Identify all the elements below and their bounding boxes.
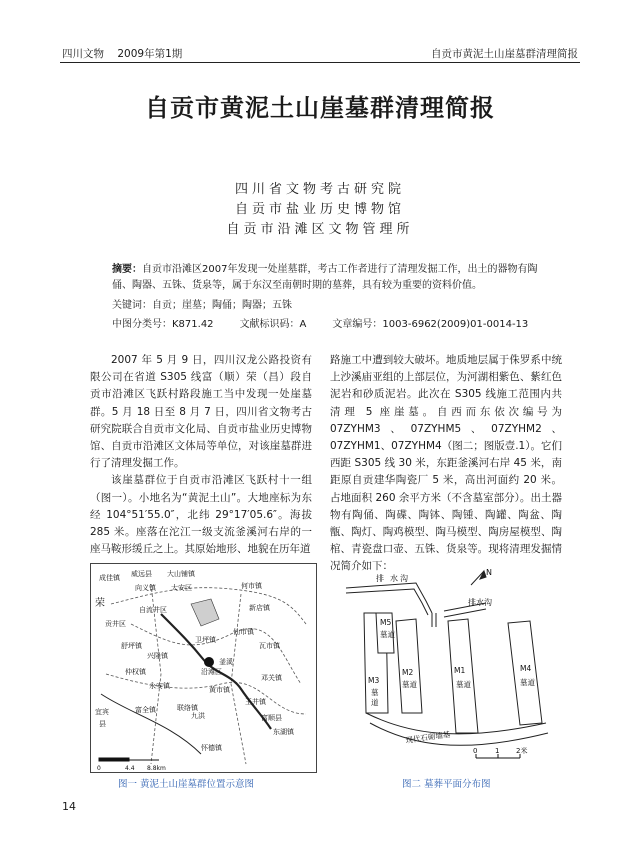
author-2: 自贡市盐业历史博物馆 xyxy=(234,202,405,217)
scale-label: 0 xyxy=(97,765,101,772)
map-label: 何市镇 xyxy=(241,582,262,590)
map-label: 仙市镇 xyxy=(233,628,254,636)
map-label: 成佳镇 xyxy=(99,574,120,582)
map-label: 九洪 xyxy=(191,712,205,720)
abstract-label: 摘要： xyxy=(112,264,142,275)
scale-label: 8.8km xyxy=(147,765,166,772)
scale-label: 2米 xyxy=(516,747,528,755)
abstract-text: 自贡市沿滩区2007年发现一处崖墓群，考古工作者进行了清理发掘工作，出土的器物有陶俑、陶器、五铢、货泉等，属于东汉至南朝时期的墓葬，具有较为重要的资料价值。 xyxy=(112,264,538,291)
plan-label: 水 xyxy=(390,574,398,583)
class-number: 中图分类号：K871.42 xyxy=(112,319,214,330)
map-label: 舒坪镇 xyxy=(121,642,142,650)
map-label: 荣 xyxy=(95,598,105,609)
plan-label: 排 xyxy=(376,574,384,583)
map-label: 卫坪镇 xyxy=(195,636,216,644)
map-label: 兴隆镇 xyxy=(147,652,168,660)
page-number: 14 xyxy=(62,800,76,813)
location-map-svg xyxy=(91,564,316,772)
map-label: 宜宾 xyxy=(95,708,109,716)
map-label: 自流井区 xyxy=(139,606,167,614)
article-number: 文章编号：1003-6962(2009)01-0014-13 xyxy=(332,319,529,330)
tomb-m2 xyxy=(396,619,422,713)
classification-line xyxy=(112,315,552,330)
body-column-left xyxy=(90,352,312,558)
figure-1-caption: 图一 黄泥土山崖墓群位置示意图 xyxy=(118,779,255,790)
keywords-label: 关键词： xyxy=(112,300,152,311)
map-label: 新店镇 xyxy=(249,604,270,612)
scale-label: 0 xyxy=(473,747,478,755)
scale-label: 1 xyxy=(495,747,500,755)
abstract xyxy=(112,262,546,294)
plan-label: M2 xyxy=(402,668,414,677)
map-label: 向义镇 xyxy=(135,584,156,592)
document-code: 文献标识码：A xyxy=(239,319,307,330)
article-title: 自贡市黄泥土山崖墓群清理简报 xyxy=(145,94,495,122)
plan-label: 现代石砌墙基 xyxy=(405,729,451,745)
map-label: 邓关镇 xyxy=(261,674,282,682)
body-column-right xyxy=(330,352,562,576)
map-label: 富全镇 xyxy=(135,706,156,714)
map-label: 怀德镇 xyxy=(201,744,222,752)
map-label: 仲权镇 xyxy=(125,668,146,676)
plan-label: N xyxy=(486,568,492,577)
map-label: 大安区 xyxy=(171,584,192,592)
map-label: 沿滩区 xyxy=(201,668,222,676)
map-label: 县 xyxy=(99,720,106,728)
paragraph: 2007 年 5 月 9 日，四川汉龙公路投资有限公司在省道 S305 线富（顺）荣（昌）段自贡市沿滩区飞跃村路段施工当中发现一处崖墓群。5 月 18 日至 8 月 7 日，四川省文物考古研究院联合自贡市文化局、自贡市盐业历史博物馆、自贡市沿滩区文体局等单位，对该崖墓群进行了清理发掘工作。 xyxy=(90,354,312,470)
plan-label: 墓道 xyxy=(520,678,535,687)
paragraph: 该崖墓群位于自贡市沿滩区飞跃村十一组（图一）。小地名为“黄泥土山”。大地座标为东经 104°51′55.0″，北纬 29°17′05.6″。海拔 285 米。座落在沱江一级支流釜溪河右岸的一座马鞍形缓丘之上。其原始地形、地貌在历年道 xyxy=(90,474,312,556)
scale-label: 4.4 xyxy=(125,765,135,772)
plan-label: M4 xyxy=(520,664,532,673)
author-3: 自贡市沿滩区文物管理所 xyxy=(226,222,414,237)
plan-label: M3 xyxy=(368,676,380,685)
tomb-m1 xyxy=(448,619,478,733)
tomb-plan-svg xyxy=(336,563,561,771)
plan-label: 墓道 xyxy=(380,630,395,639)
plan-label: 道 xyxy=(371,698,379,707)
keywords xyxy=(112,296,546,311)
running-header-left: 四川文物 2009年第1期 xyxy=(62,48,183,60)
map-label: 瓦市镇 xyxy=(259,642,280,650)
map-label: 贡井区 xyxy=(105,620,126,628)
figure-2-caption: 图二 墓葬平面分布图 xyxy=(402,779,491,790)
map-label: 东湖镇 xyxy=(273,728,294,736)
map-label: 威远县 xyxy=(131,570,152,578)
plan-label: 墓道 xyxy=(456,680,471,689)
header-rule xyxy=(60,62,580,63)
keywords-text: 自贡；崖墓；陶俑；陶器；五铢 xyxy=(152,300,292,311)
map-label: 王井镇 xyxy=(245,698,266,706)
author-1: 四川省文物考古研究院 xyxy=(234,182,405,197)
map-label: 永安镇 xyxy=(149,682,170,690)
map-label: 大山铺镇 xyxy=(167,570,195,578)
map-label: 联络镇 xyxy=(177,704,198,712)
plan-label: M5 xyxy=(380,618,392,627)
map-label: 富顺县 xyxy=(261,714,282,722)
running-header-right: 自贡市黄泥土山崖墓群清理简报 xyxy=(431,48,578,60)
plan-label: 墓道 xyxy=(402,680,417,689)
map-label: 釜溪 xyxy=(219,658,233,666)
map-label: 黄市镇 xyxy=(209,686,230,694)
plan-label: 墓 xyxy=(371,688,379,697)
figure-tomb-plan xyxy=(336,563,561,771)
tomb-m4 xyxy=(508,621,542,725)
plan-label: M1 xyxy=(454,666,466,675)
plan-label: 排水沟 xyxy=(468,598,492,607)
figure-location-map xyxy=(90,563,317,773)
paragraph: 路施工中遭到较大破坏。地质地层属于侏罗系中统上沙溪庙亚组的上部层位，为河湖相紫色、紫红色泥岩和砂质泥岩。此次在 S305 线施工范围内共清理 5 座崖墓。自西而东依次编号为 07ZYHM3、07ZYHM5、07ZYHM2、07ZYHM1、07ZYHM4（图二；图版壹.1）。它们西距 S305 线 30 米，东距釜溪河右岸 45 米，南距原自贡建华陶瓷厂 5 米，高出河面约 20 米。占地面积 260 余平方米（不含墓室部分）。出土器物有陶俑、陶碟、陶钵、陶锺、陶罐、陶盆、陶甑、陶灯、陶鸡模型、陶马模型、陶房屋模型、陶棺、青瓷盘口壶、五铢、货泉等。现将清理发掘情况简介如下： xyxy=(330,354,562,573)
plan-label: 沟 xyxy=(400,574,408,583)
